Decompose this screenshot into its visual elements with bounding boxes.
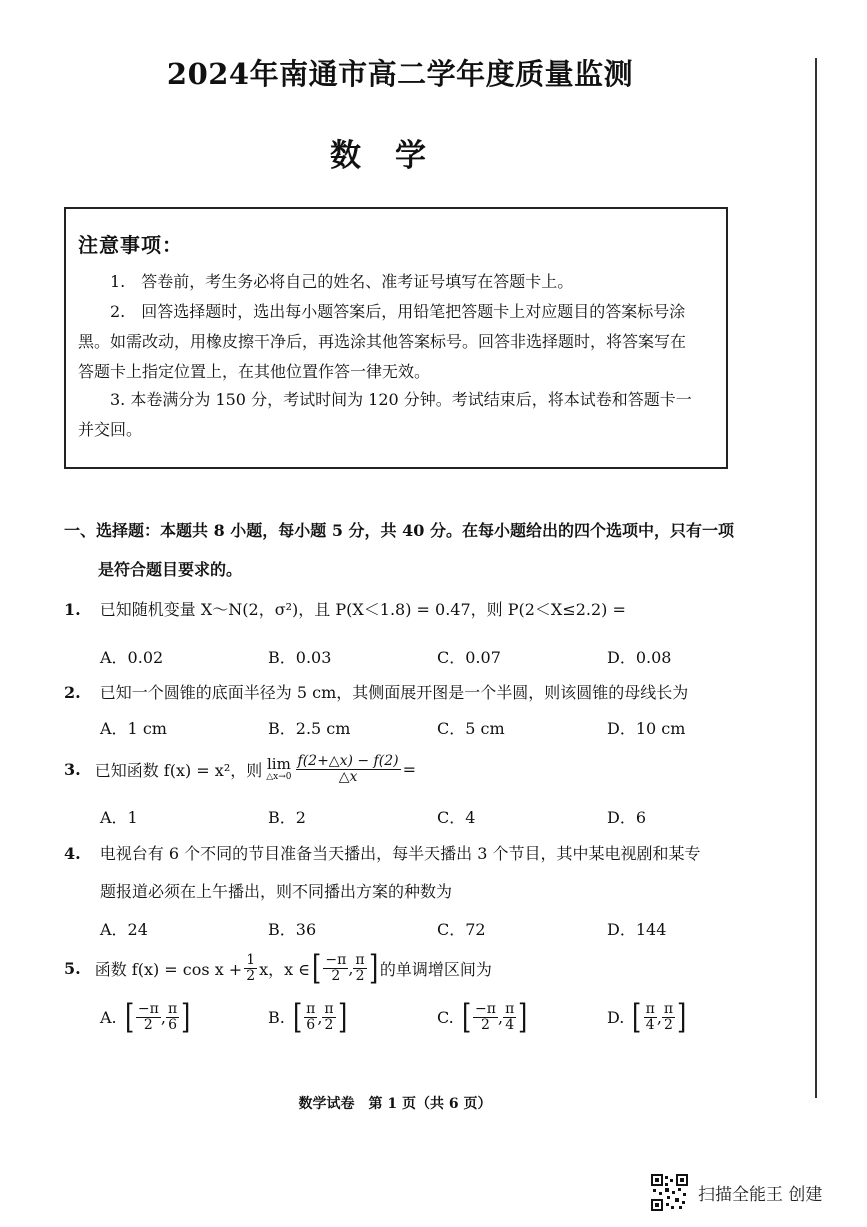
- option-a: A．24: [100, 920, 148, 939]
- notice-item-2: 2. 回答选择题时，选出每小题答案后，用铅笔把答题卡上对应题目的答案标号涂: [110, 302, 686, 321]
- half-fraction: $\frac{1}{2}$: [246, 951, 256, 984]
- question-stem: 已知随机变量 X～N(2，σ²)，且 P(X＜1.8) = 0.47，则 P(2＜X≤2.2) =: [99, 600, 626, 619]
- option-d: D．6: [607, 808, 647, 827]
- question-2: [64, 680, 688, 703]
- page-footer: 数学试卷 第 1 页（共 6 页）: [298, 1096, 492, 1112]
- option-c: C．4: [437, 808, 476, 827]
- question-number: 2.: [64, 683, 81, 702]
- limit-operator: lim △x→0: [266, 755, 292, 782]
- notice-item-3: 3. 本卷满分为 150 分，考试时间为 120 分钟。考试结束后，将本试卷和答题卡一: [110, 390, 692, 409]
- option-d: D．0.08: [607, 648, 672, 667]
- option-b: B．0.03: [268, 648, 332, 667]
- question-stem: 函数 f(x) = cos x +: [94, 959, 243, 979]
- notice-heading: 注意事项：: [78, 233, 183, 257]
- option-a: A．0.02: [100, 648, 164, 667]
- option-c: C．0.07: [437, 648, 501, 667]
- scanner-watermark-text: 扫描全能王 创建: [698, 1185, 823, 1205]
- option-b: B．2: [268, 808, 306, 827]
- question-stem: 电视台有 6 个不同的节目准备当天播出，每半天播出 3 个节目，其中某电视剧和某专: [99, 844, 701, 863]
- notice-item-2-cont2: 答题卡上指定位置上，在其他位置作答一律无效。: [78, 362, 431, 381]
- difference-quotient: $\frac{f(2+\triangle x) - f(2)}{\triangle x}$: [297, 753, 399, 785]
- question-number: 3.: [64, 760, 81, 779]
- question-3: 3. 已知函数 f(x) = x²，则 lim △x→0 $\frac{f(2+\triangle x) - f(2)}{\triangle x}$ =: [64, 753, 416, 785]
- question-4: [64, 841, 701, 864]
- question-5: 5. 函数 f(x) = cos x + $\frac{1}{2}$ x，x ∈ [ $\frac{-\pi}{2}$ , $\frac{\pi}{2}$ ] 的单调增区间为: [64, 948, 492, 988]
- notice-item-2-cont: 黑。如需改动，用橡皮擦干净后，再选涂其他答案标号。回答非选择题时，将答案写在: [78, 332, 687, 351]
- exam-title: 2024年南通市高二学年度质量监测: [166, 57, 634, 91]
- question-number: 4.: [64, 844, 81, 863]
- option-b: B．36: [268, 920, 317, 939]
- qr-code-icon: [651, 1174, 688, 1211]
- subject-title: 数学: [330, 138, 460, 174]
- option-b: B．2.5 cm: [268, 719, 351, 738]
- option-c: C．5 cm: [437, 719, 505, 738]
- question-number: 1.: [64, 600, 81, 619]
- option-d: D．10 cm: [607, 719, 686, 738]
- option-a: A．1 cm: [100, 719, 167, 738]
- option-a: A. [ $\frac{-\pi}{2}$ , $\frac{\pi}{6}$ ]: [100, 997, 191, 1037]
- question-number: 5.: [64, 958, 81, 978]
- option-c: C．72: [437, 920, 486, 939]
- option-d: D. [ $\frac{\pi}{4}$ , $\frac{\pi}{2}$ ]: [607, 997, 687, 1037]
- option-d: D．144: [607, 920, 667, 939]
- domain-interval: [ $\frac{-\pi}{2}$ , $\frac{\pi}{2}$ ]: [312, 948, 378, 988]
- notice-item-3-cont: 并交回。: [78, 420, 143, 439]
- option-c: C. [ $\frac{-\pi}{2}$ , $\frac{\pi}{4}$ ]: [437, 997, 528, 1037]
- notice-item-1: 1. 答卷前，考生务必将自己的姓名、准考证号填写在答题卡上。: [110, 272, 574, 291]
- section-heading-cont: 是符合题目要求的。: [98, 560, 243, 579]
- notice-box: [64, 207, 728, 469]
- question-4-cont: 题报道必须在上午播出，则不同播出方案的种数为: [100, 882, 453, 901]
- section-heading: 一、选择题：本题共 8 小题，每小题 5 分，共 40 分。在每小题给出的四个选项中，只有一项: [64, 521, 734, 540]
- question-stem: 已知一个圆锥的底面半径为 5 cm，其侧面展开图是一个半圆，则该圆锥的母线长为: [99, 683, 689, 702]
- option-b: B. [ $\frac{\pi}{6}$ , $\frac{\pi}{2}$ ]: [268, 997, 347, 1037]
- option-a: A．1: [100, 808, 138, 827]
- question-1: [64, 597, 626, 620]
- question-stem: 已知函数 f(x) = x²，则: [94, 761, 263, 780]
- margin-rule: [815, 58, 817, 1098]
